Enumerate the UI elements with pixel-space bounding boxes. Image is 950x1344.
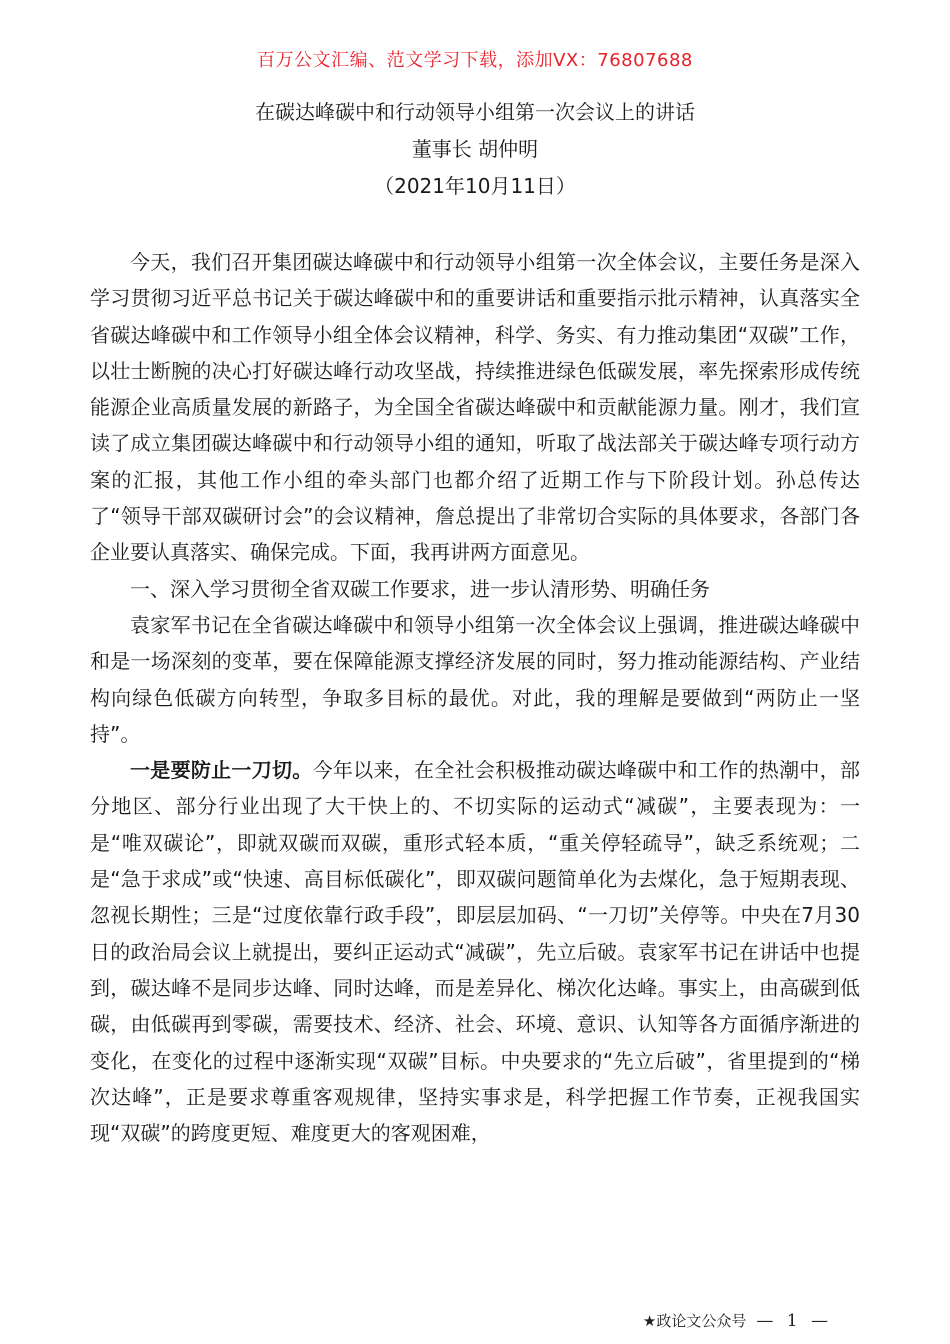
page-footer (643, 1310, 832, 1331)
document-body (90, 244, 860, 1151)
paragraph (90, 244, 860, 571)
paragraph (90, 607, 860, 752)
document-title: 在碳达峰碳中和行动领导小组第一次会议上的讲话 (255, 100, 695, 124)
document-author: 董事长 胡仲明 (411, 137, 539, 161)
paragraph-text: 袁家军书记在全省碳达峰碳中和领导小组第一次全体会议上强调，推进碳达峰碳中和是一场深刻的变革，要在保障能源支撑经济发展的同时，努力推动能源结构、产业结构向绿色低碳方向转型，争取多目标的最优。对此，我的理解是要做到“两防止一坚持”。 (90, 612, 860, 746)
paragraph-text: 一、深入学习贯彻全省双碳工作要求，进一步认清形势、明确任务 (130, 576, 710, 601)
paragraph (90, 752, 860, 1151)
page-number: — 1 — (756, 1311, 832, 1331)
paragraph-text: 今天，我们召开集团碳达峰碳中和行动领导小组第一次全体会议，主要任务是深入学习贯彻习近平总书记关于碳达峰碳中和的重要讲话和重要指示批示精神，认真落实全省碳达峰碳中和工作领导小组全体会议精神，科学、务实、有力推动集团“双碳”工作，以壮士断腕的决心打好碳达峰行动攻坚战，持续推进绿色低碳发展，率先探索形成传统能源企业高质量发展的新路子，为全国全省碳达峰碳中和贡献能源力量。刚才，我们宣读了成立集团碳达峰碳中和行动领导小组的通知，听取了战法部关于碳达峰专项行动方案的汇报，其他工作小组的牵头部门也都介绍了近期工作与下阶段计划。孙总传达了“领导干部双碳研讨会”的会议精神，詹总提出了非常切合实际的具体要求，各部门各企业要认真落实、确保完成。下面，我再讲两方面意见。 (90, 250, 860, 565)
paragraph-text: 今年以来，在全社会积极推动碳达峰碳中和工作的热潮中，部分地区、部分行业出现了大干快上的、不切实际的运动式“减碳”，主要表现为：一是“唯双碳论”，即就双碳而双碳，重形式轻本质，“重关停轻疏导”，缺乏系统观；二是“急于求成”或“快速、高目标低碳化”，即双碳问题简单化为去煤化，急于短期表现、忽视长期性；三是“过度依靠行政手段”，即层层加码、“一刀切”关停等。中央在7月30日的政治局会议上就提出，要纠正运动式“减碳”，先立后破。袁家军书记在讲话中也提到，碳达峰不是同步达峰、同时达峰，而是差异化、梯次化达峰。事实上，由高碳到低碳，由低碳再到零碳，需要技术、经济、社会、环境、意识、认知等各方面循序渐进的变化，在变化的过程中逐渐实现“双碳”目标。中央要求的“先立后破”，省里提到的“梯次达峰”，正是要求尊重客观规律，坚持实事求是，科学把握工作节奏，正视我国实现“双碳”的跨度更短、难度更大的客观困难， (90, 758, 861, 1146)
watermark-banner: 百万公文汇编、范文学习下载，添加VX：76807688 (257, 50, 693, 71)
document-date: （2021年10月11日） (374, 174, 576, 198)
footer-source: ★政论文公众号 (642, 1312, 747, 1330)
section-heading (90, 571, 860, 607)
paragraph-lead-bold: 一是要防止一刀切。 (130, 758, 313, 783)
